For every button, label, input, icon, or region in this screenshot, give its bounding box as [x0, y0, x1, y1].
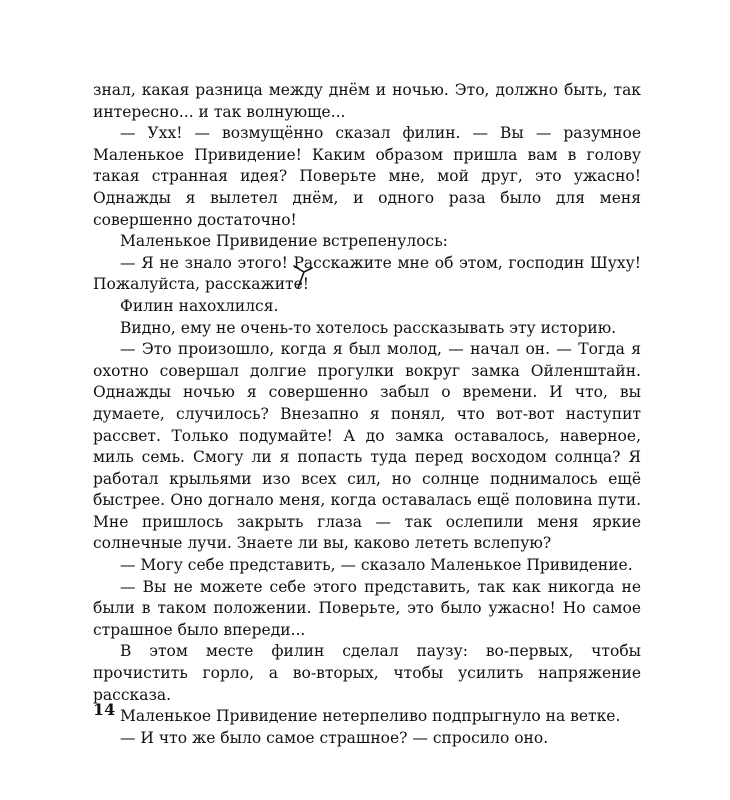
- paragraph-4: — Я не знало этого! Расскажите мне об этом, господин Шуху! Пожалуйста, расскажите!: [93, 253, 641, 294]
- paragraph-6: Видно, ему не очень-то хотелось рассказывать эту историю.: [120, 318, 617, 337]
- paragraph-12: — И что же было самое страшное? — спросило оно.: [120, 728, 549, 747]
- paragraph-1: знал, какая разница между днём и ночью. Это, должно быть, так интересно... и так волнующе...: [93, 81, 641, 121]
- paragraph-3: Маленькое Привидение встрепенулось:: [120, 232, 448, 251]
- paragraph-10: В этом месте филин сделал паузу: во-первых, чтобы прочистить горло, а во-вторых, чтобы усилить напряжение рассказа.: [93, 642, 641, 704]
- page-number: 14: [93, 700, 116, 719]
- paragraph-7: — Это произошло, когда я был молод, — начал он. — Тогда я охотно совершал долгие прогулки вокруг замка Ойленштайн. Однажды ночью я совершенно забыл о времени. И что, вы думаете, случилось? Внезапно я понял, что вот-вот наступит рассвет. Только подумайте! А до замка оставалось, наверное, миль семь. Смогу ли я попасть туда перед восходом солнца? Я работал крыльями изо всех сил, но солнце поднималось ещё быстрее. Оно догнало меня, когда оставалась ещё половина пути. Мне пришлось закрыть глаза — так ослепили меня яркие солнечные лучи. Знаете ли вы, каково лететь вслепую?: [93, 340, 641, 553]
- paragraph-5: Филин нахохлился.: [120, 296, 279, 315]
- pen-mark-icon: [288, 262, 318, 292]
- paragraph-2: — Ухх! — возмущённо сказал филин. — Вы — разумное Маленькое Привидение! Каким образом пришла вам в голову такая странная идея? Поверьте мне, мой друг, это ужасно! Однажды я вылетел днём, и одного раза было для меня совершенно достаточно!: [93, 124, 641, 229]
- paragraph-9: — Вы не можете себе этого представить, так как никогда не были в таком положении. Поверьте, это было ужасно! Но самое страшное было впереди...: [93, 577, 641, 639]
- paragraph-8: — Могу себе представить, — сказало Маленькое Привидение.: [120, 556, 633, 575]
- body-text: [93, 80, 641, 749]
- paragraph-11: Маленькое Привидение нетерпеливо подпрыгнуло на ветке.: [120, 707, 621, 726]
